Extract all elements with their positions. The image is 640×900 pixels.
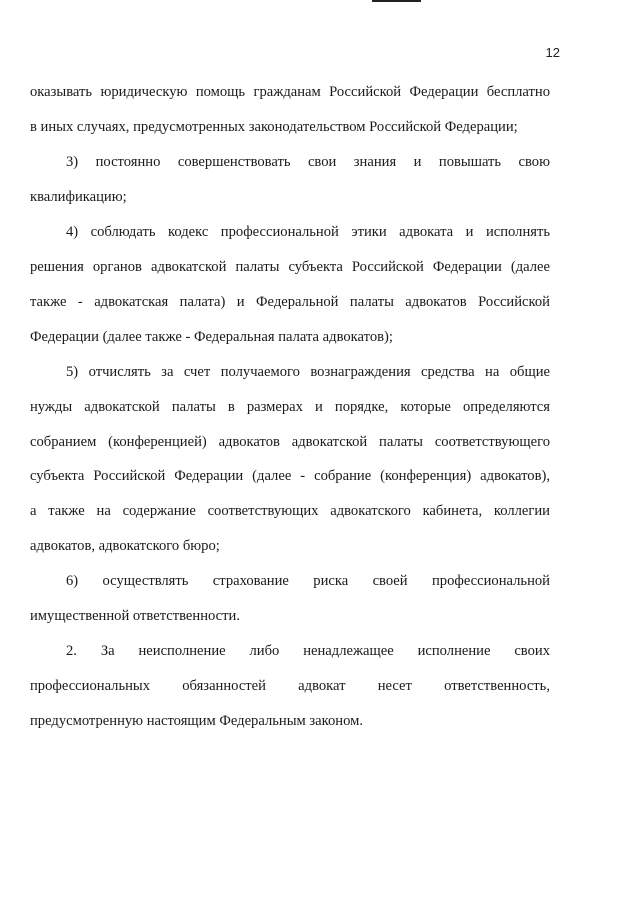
text-line: собранием (конференцией) адвокатов адвокатской палаты соответствующего [30, 434, 550, 450]
text-line: субъекта Российской Федерации (далее - собрание (конференция) адвокатов), [30, 468, 550, 484]
text-line: 3) постоянно совершенствовать свои знания и повышать свою [66, 154, 550, 170]
text-line: 5) отчислять за счет получаемого вознаграждения средства на общие [66, 364, 550, 380]
text-line: адвокатов, адвокатского бюро; [30, 538, 220, 554]
text-line: профессиональных обязанностей адвокат несет ответственность, [30, 678, 550, 694]
text-line: 6) осуществлять страхование риска своей профессиональной [66, 573, 550, 589]
text-line: решения органов адвокатской палаты субъекта Российской Федерации (далее [30, 259, 550, 275]
text-line: квалификацию; [30, 189, 127, 205]
text-line: в иных случаях, предусмотренных законодательством Российской Федерации; [30, 119, 518, 135]
top-edge-mark [372, 0, 421, 2]
text-line: также - адвокатская палата) и Федеральной палаты адвокатов Российской [30, 294, 550, 310]
text-line: а также на содержание соответствующих адвокатского кабинета, коллегии [30, 503, 550, 519]
text-line: предусмотренную настоящим Федеральным законом. [30, 713, 363, 729]
page-number: 12 [545, 45, 560, 60]
text-line: Федерации (далее также - Федеральная палата адвокатов); [30, 329, 393, 345]
text-line: 2. За неисполнение либо ненадлежащее исполнение своих [66, 643, 550, 659]
text-line: оказывать юридическую помощь гражданам Российской Федерации бесплатно [30, 84, 550, 100]
text-line: имущественной ответственности. [30, 608, 240, 624]
text-line: 4) соблюдать кодекс профессиональной этики адвоката и исполнять [66, 224, 550, 240]
text-line: нужды адвокатской палаты в размерах и порядке, которые определяются [30, 399, 550, 415]
